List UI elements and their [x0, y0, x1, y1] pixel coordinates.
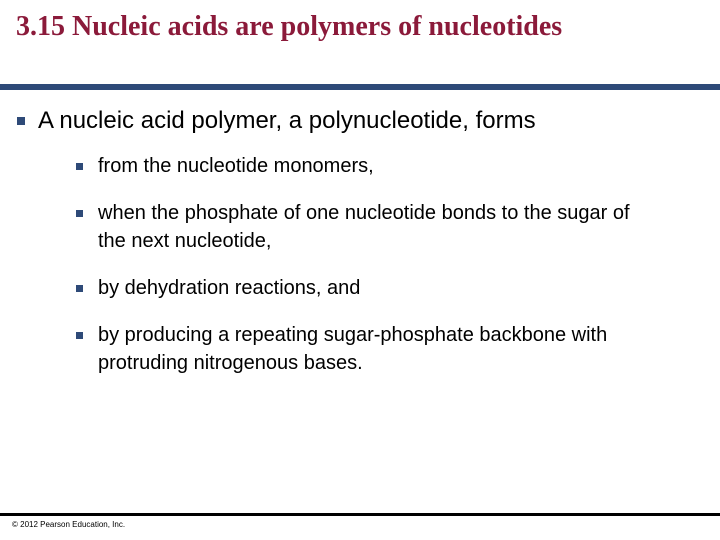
- square-bullet-icon: [76, 163, 83, 170]
- sub-bullet-text: by producing a repeating sugar-phosphate backbone with protruding nitrogenous bases.: [98, 324, 608, 374]
- sub-bullet-item: [60, 274, 706, 302]
- square-bullet-icon: [76, 285, 83, 292]
- sub-bullet-text: by dehydration reactions, and: [98, 277, 361, 299]
- main-bullet-text: A nucleic acid polymer, a polynucleotide, forms: [38, 107, 536, 134]
- footer-divider: [0, 513, 720, 516]
- sub-bullet-text: when the phosphate of one nucleotide bonds to the sugar of the next nucleotide,: [98, 202, 630, 252]
- copyright-notice: © 2012 Pearson Education, Inc.: [12, 520, 126, 529]
- sub-bullet-text: from the nucleotide monomers,: [98, 155, 374, 177]
- sub-bullet-item: [60, 321, 678, 377]
- sub-bullet-item: [60, 199, 658, 255]
- title-divider: [0, 84, 720, 90]
- sub-bullet-list: [38, 152, 706, 377]
- square-bullet-icon: [76, 332, 83, 339]
- main-bullet: [16, 104, 706, 377]
- slide-title: 3.15 Nucleic acids are polymers of nucleotides: [16, 11, 563, 42]
- square-bullet-icon: [17, 117, 25, 125]
- sub-bullet-item: [60, 152, 706, 180]
- bullet-list: [16, 104, 706, 396]
- square-bullet-icon: [76, 210, 83, 217]
